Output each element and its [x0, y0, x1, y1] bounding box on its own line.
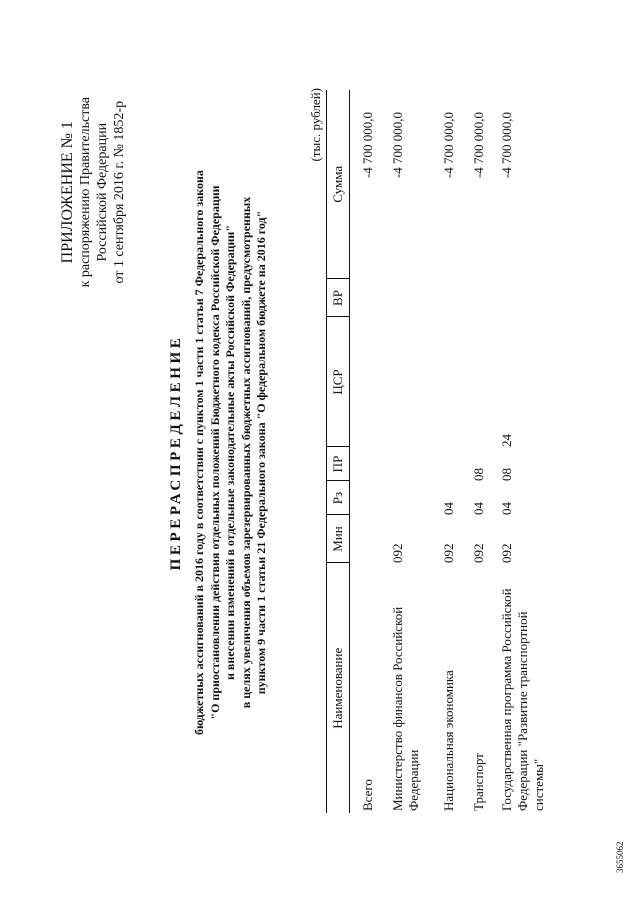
cell-csr	[434, 317, 464, 447]
cell-sum: -4 700 000,0	[389, 112, 405, 179]
cell-rz: 04	[440, 502, 456, 515]
cell-vr	[383, 279, 434, 317]
cell-vr	[464, 279, 494, 317]
cell-pr	[350, 447, 383, 481]
header-sum: Сумма	[327, 90, 350, 279]
cell-csr	[464, 317, 494, 447]
appendix-title: ПРИЛОЖЕНИЕ № 1	[59, 121, 76, 264]
table-row	[383, 90, 434, 813]
cell-csr	[383, 317, 434, 447]
appendix-date: от 1 сентября 2016 г. № 1852-р	[112, 100, 127, 284]
cell-pr	[383, 447, 434, 481]
cell-sum: -4 700 000,0	[470, 112, 486, 179]
cell-name: Транспорт	[470, 753, 486, 811]
table-row	[434, 90, 464, 813]
cell-vr	[494, 279, 547, 317]
cell-name: Всего	[360, 779, 375, 811]
subtitle-line: в целях увеличения объемов зарезервированных бюджетных ассигнований, предусмотренных	[238, 196, 253, 709]
cell-min	[350, 515, 383, 563]
cell-rz	[350, 481, 383, 515]
appendix-block	[58, 97, 128, 287]
cell-min: 092	[440, 543, 456, 563]
cell-sum: -4 700 000,0	[440, 112, 456, 179]
cell-min: 092	[498, 543, 514, 563]
table-row	[350, 90, 383, 813]
cell-csr	[350, 317, 383, 447]
subtitle-line: и внесении изменений в отдельные законодательные акты Российской Федерации"	[223, 225, 237, 680]
table-row	[464, 90, 494, 813]
cell-sum: -4 700 000,0	[360, 112, 375, 179]
cell-name: Государственная программа Российской Федерации "Развитие транспортной системы"	[498, 588, 546, 811]
header-csr: ЦСР	[327, 317, 350, 447]
header-name: Наименование	[327, 563, 350, 813]
document-subtitle	[192, 0, 270, 905]
header-vr: ВР	[327, 279, 350, 317]
cell-pr: 08	[498, 468, 514, 481]
budget-table	[326, 90, 547, 813]
subtitle-line: бюджетных ассигнований в 2016 году в соответствии с пунктом 1 части 1 статьи 7 Федерального закона	[192, 170, 206, 735]
cell-vr	[434, 279, 464, 317]
cell-vr	[350, 279, 383, 317]
cell-csr: 24	[498, 434, 514, 447]
cell-rz: 04	[498, 502, 514, 515]
cell-name: Министерство финансов Российской Федерации	[389, 606, 421, 811]
document-title: ПЕРЕРАСПРЕДЕЛЕНИЕ	[168, 334, 184, 571]
table-row	[494, 90, 547, 813]
header-pr: ПР	[327, 447, 350, 481]
appendix-line: Российской Федерации	[95, 122, 110, 262]
cell-name: Национальная экономика	[440, 670, 456, 811]
appendix-line: к распоряжению Правительства	[78, 97, 93, 288]
cell-min: 092	[389, 543, 405, 563]
cell-rz	[383, 481, 434, 515]
cell-rz: 04	[470, 502, 486, 515]
cell-min: 092	[470, 543, 486, 563]
subtitle-line: пунктом 9 части 1 статьи 21 Федерального закона "О федеральном бюджете на 2016 год"	[254, 210, 268, 695]
header-min: Мин	[327, 515, 350, 563]
table-header-row	[327, 90, 350, 813]
cell-pr: 08	[470, 468, 486, 481]
subtitle-line: "О приостановлении действия отдельных положений Бюджетного кодекса Российской Федерации	[207, 185, 222, 720]
cell-sum: -4 700 000,0	[498, 112, 514, 179]
header-rz: Рз	[327, 481, 350, 515]
units-label: (тыс. рублей)	[308, 88, 323, 162]
cell-pr	[434, 447, 464, 481]
document-serial-number: 3655062	[615, 841, 625, 873]
